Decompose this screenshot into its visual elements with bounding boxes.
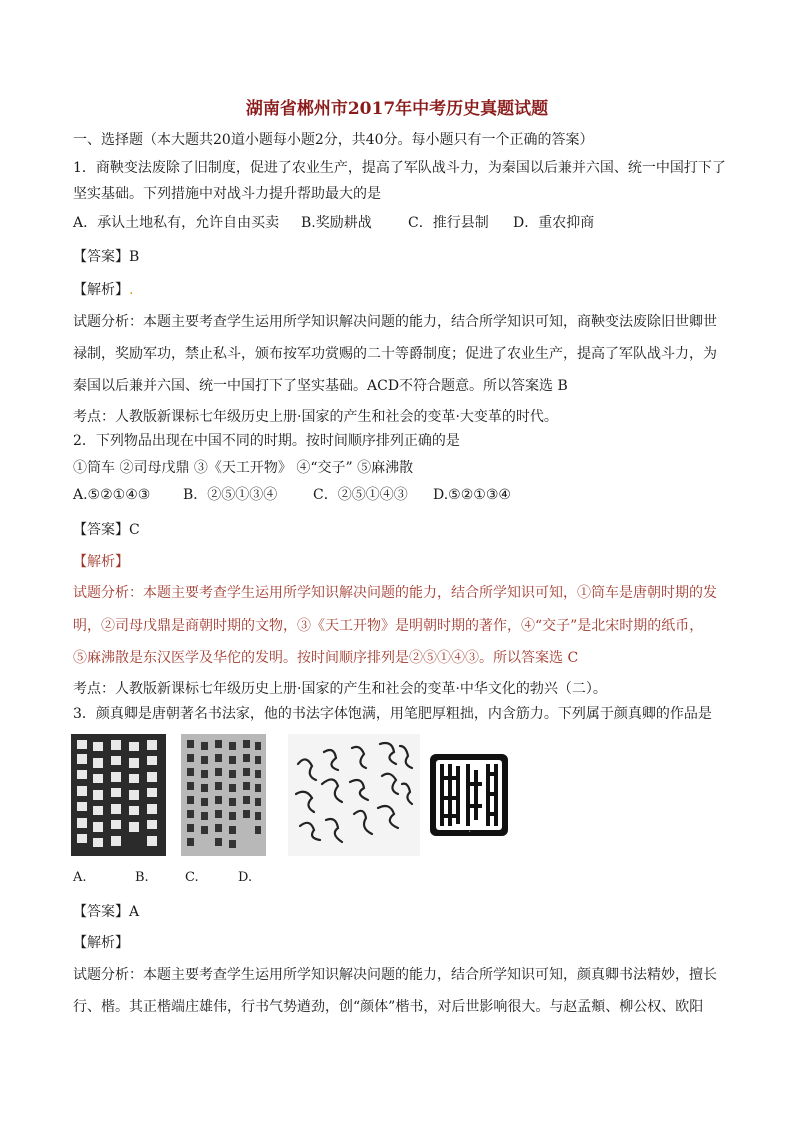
q1-answer: 【答案】B [73,249,140,265]
q2-kaodian: 考点：人教版新课标七年级历史上册·国家的产生和社会的变革·中华文化的勃兴（二）。 [73,681,607,697]
image-label-c: C. [185,870,199,885]
q3-analysis-line1: 试题分析：本题主要考查学生运用所学知识解决问题的能力，结合所学知识可知，颜真卿书法精妙，擅长 [73,967,717,983]
calligraphy-image-c [288,734,420,856]
seal-image-d [428,752,510,838]
q1-analysis-line3: 秦国以后兼并六国、统一中国打下了坚实基础。ACD不符合题意。所以答案选 B [73,378,568,394]
q1-analysis-label-text: 【解析】 [73,282,129,298]
rubbing-b-graphic [181,734,266,856]
q1-option-b: B.奖励耕战 [301,215,372,231]
q3-analysis-line2: 行、楷。其正楷端庄雄伟，行书气势遒劲，创“颜体”楷书，对后世影响很大。与赵孟頫、柳公权、欧阳 [73,999,704,1015]
q2-answer: 【答案】C [73,522,140,538]
q1-option-d: D．重农抑商 [513,215,595,231]
q2-option-a: A.⑤②①④③ [73,487,151,503]
q1-option-c: C．推行县制 [408,215,489,231]
q3-stem: 3．颜真卿是唐朝著名书法家，他的书法字体饱满，用笔肥厚粗拙，内含筋力。下列属于颜真卿的作品是 [73,706,712,722]
q3-answer: 【答案】A [73,904,140,920]
decorative-dot: . [129,282,134,298]
seal-graphic [428,752,510,838]
page-title: 湖南省郴州市2017年中考历史真题试题 [245,99,549,119]
section-heading: 一、选择题（本大题共20道小题每小题2分，共40分。每小题只有一个正确的答案） [73,132,594,148]
q1-option-a: A．承认土地私有，允许自由买卖 [73,215,280,231]
image-label-a: A. [73,870,87,885]
q1-analysis-line2: 禄制，奖励军功，禁止私斗，颁布按军功赏赐的二十等爵制度；促进了农业生产，提高了军队战斗力，为 [73,346,717,362]
calligraphy-image-a [71,734,166,856]
q2-analysis-label: 【解析】 [73,554,129,570]
cursive-c-graphic [288,734,420,856]
q2-option-c: C．②⑤①④③ [313,487,408,503]
q2-analysis-line1: 试题分析：本题主要考查学生运用所学知识解决问题的能力，结合所学知识可知，①筒车是唐朝时期的发 [73,585,717,601]
calligraphy-image-b [181,734,266,856]
q3-analysis-label: 【解析】 [73,935,129,951]
q2-analysis-line2: 明，②司母戊鼎是商朝时期的文物，③《天工开物》是明朝时期的著作，④“交子”是北宋时期的纸币， [73,618,704,634]
q1-stem-line2: 坚实基础。下列措施中对战斗力提升帮助最大的是 [73,186,381,202]
q2-stem: 2．下列物品出现在中国不同的时期。按时间顺序排列正确的是 [73,433,460,449]
q1-analysis-line1: 试题分析：本题主要考查学生运用所学知识解决问题的能力，结合所学知识可知，商鞅变法废除旧世卿世 [73,314,717,330]
q2-analysis-line3: ⑤麻沸散是东汉医学及华佗的发明。按时间顺序排列是②⑤①④③。所以答案选 C [73,650,579,666]
q2-option-b: B．②⑤①③④ [183,487,278,503]
q1-stem-line1: 1．商鞅变法废除了旧制度，促进了农业生产，提高了军队战斗力，为秦国以后兼并六国、统一中国打下了 [73,160,726,176]
seal-text: 國王 [469,832,471,833]
q2-items: ①筒车 ②司母戊鼎 ③《天工开物》 ④“交子” ⑤麻沸散 [73,460,414,476]
q1-options [73,214,723,232]
image-label-b: B. [135,870,149,885]
image-label-d: D. [238,870,253,885]
q1-analysis-label [73,281,133,299]
rubbing-a-graphic [71,734,166,856]
q2-option-d: D.⑤②①③④ [433,487,511,503]
q1-kaodian: 考点：人教版新课标七年级历史上册·国家的产生和社会的变革·大变革的时代。 [73,409,558,425]
q2-options [73,486,673,504]
